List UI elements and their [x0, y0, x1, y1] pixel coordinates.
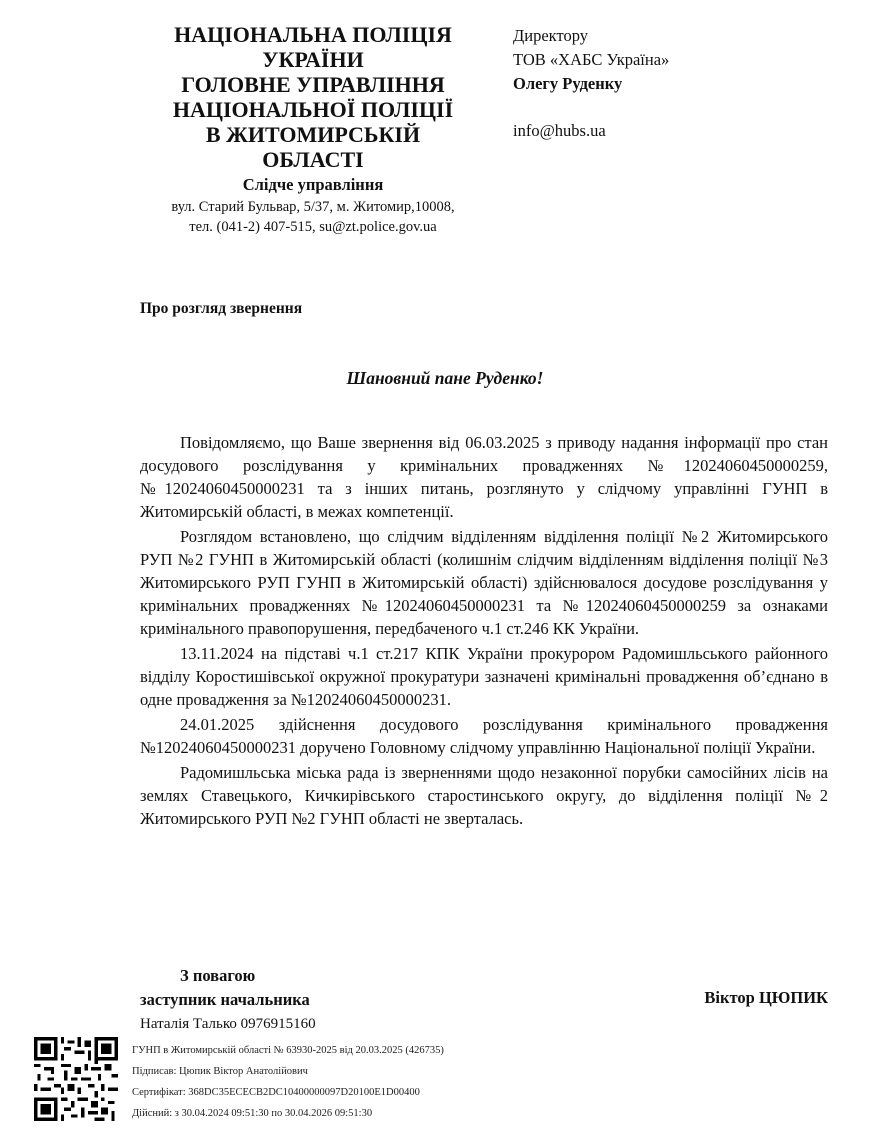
org-line: НАЦІОНАЛЬНОЇ ПОЛІЦІЇ [172, 97, 454, 122]
recipient-name: Олегу Руденку [513, 74, 623, 93]
body-paragraph: Повідомляємо, що Ваше звернення від 06.03.2025 з приводу надання інформації про стан досудового розслідування у кримінальних провадженнях №12024060450000259, №12024060450000231 та з інших питань, розглянуто у слідчому управлінні ГУНП в Житомирській області, в межах компетенції. [140, 433, 828, 521]
body-paragraph: Розглядом встановлено, що слідчим відділенням відділення поліції №2 Житомирського РУП №2 ГУНП в Житомирській області (колишнім слідчим відділенням відділення поліції №3 Житомирського РУП ГУНП в Житомирській області) здійснювалося досудове розслідування у кримінальних провадженнях №12024060450000231 та №12024060450000259 за ознаками кримінального правопорушення, передбаченого ч.1 ст.246 КК України. [140, 527, 828, 638]
signer-name: Віктор ЦЮПИК [704, 988, 828, 1007]
recipient-email: info@hubs.ua [513, 121, 606, 140]
address-line: вул. Старий Бульвар, 5/37, м. Житомир,10008, [171, 199, 455, 215]
letter-greeting: Шановний пане Руденко! [346, 368, 544, 388]
org-line: УКРАЇНИ [262, 47, 364, 72]
body-paragraph: Радомишльська міська рада із зверненнями щодо незаконної порубки самосійних лісів на землях Ставецького, Кичкирівського старостинського округу, до відділення поліції №2 Житомирського РУП №2 ГУНП області не зверталась. [140, 763, 828, 828]
letter-subject: Про розгляд звернення [140, 300, 303, 317]
sender-header [128, 22, 498, 237]
org-line: ГОЛОВНЕ УПРАВЛІННЯ [181, 72, 445, 97]
recipient-position: Директору [513, 26, 588, 45]
letter-body [140, 431, 828, 832]
signed-by-info: Підписав: Цюпик Віктор Анатолійович [132, 1066, 308, 1077]
certificate-info: Сертифікат: 368DC35ECECB2DC10400000097D20100E1D00400 [132, 1087, 420, 1098]
organization-name [128, 22, 498, 172]
signer-position: заступник начальника [140, 990, 310, 1009]
closing-regards: З повагою [180, 966, 256, 985]
org-line: НАЦІОНАЛЬНА ПОЛІЦІЯ [174, 22, 452, 47]
recipient-block [513, 24, 853, 143]
electronic-signature-stamp [132, 1040, 444, 1124]
sender-address [128, 197, 498, 237]
body-paragraph: 24.01.2025 здійснення досудового розслідування кримінального провадження №12024060450000231 доручено Головному слідчому управлінню Національної поліції України. [140, 715, 828, 757]
recipient-company: ТОВ «ХАБС Україна» [513, 50, 670, 69]
department-name: Слідче управління [242, 175, 384, 194]
body-paragraph: 13.11.2024 на підставі ч.1 ст.217 КПК України прокурором Радомишльського районного відділу Коростишівської окружної прокуратури зазначені кримінальні провадження об’єднано в одне провадження за №12024060450000231. [140, 644, 828, 709]
org-line: В ЖИТОМИРСЬКІЙ [205, 122, 421, 147]
validity-info: Дійсний: з 30.04.2024 09:51:30 по 30.04.2026 09:51:30 [132, 1108, 373, 1119]
executor-contact: Наталія Талько 0976915160 [140, 1016, 316, 1032]
org-line: ОБЛАСТІ [262, 147, 364, 172]
qr-code-icon [34, 1037, 118, 1121]
contact-line: тел. (041-2) 407-515, su@zt.police.gov.ua [189, 219, 437, 235]
registration-info: ГУНП в Житомирській області № 63930-2025 від 20.03.2025 (426735) [132, 1045, 444, 1056]
signature-block [140, 964, 316, 1036]
